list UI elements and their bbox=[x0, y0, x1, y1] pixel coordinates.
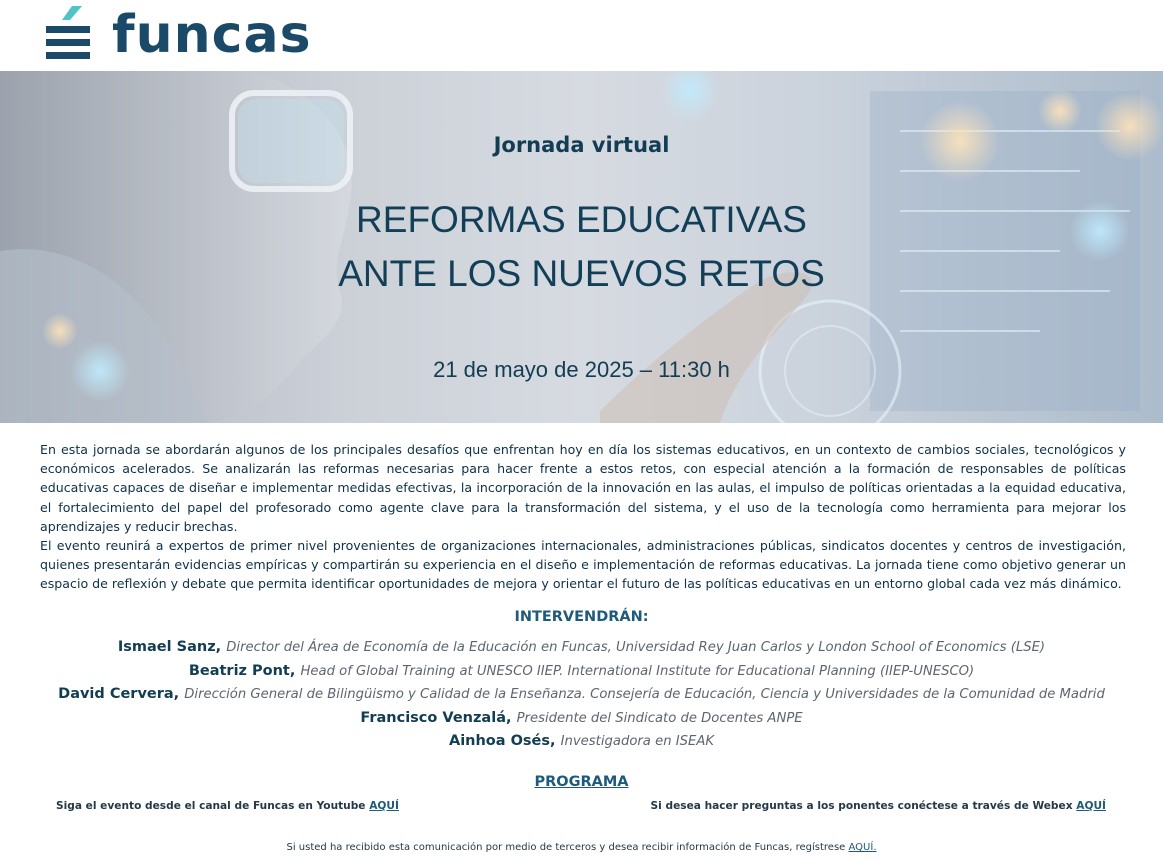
speaker-role: Investigadora en ISEAK bbox=[560, 734, 715, 749]
youtube-follow-text: Siga el evento desde el canal de Funcas en Youtube bbox=[56, 800, 366, 812]
speaker-item bbox=[0, 705, 1163, 729]
speaker-name: Francisco Venzalá, bbox=[360, 709, 512, 726]
speakers-heading: INTERVENDRÁN: bbox=[514, 609, 649, 625]
programa-link[interactable]: PROGRAMA bbox=[534, 774, 629, 790]
funcas-logo[interactable] bbox=[46, 5, 312, 65]
funcas-logo-mark-icon bbox=[46, 6, 90, 62]
webex-link[interactable]: AQUÍ bbox=[1076, 800, 1106, 812]
webex-follow bbox=[651, 800, 1106, 812]
event-description bbox=[40, 440, 1126, 594]
logo-wordmark: funcas bbox=[112, 5, 312, 65]
speaker-item bbox=[0, 634, 1163, 658]
youtube-link[interactable]: AQUÍ bbox=[369, 800, 399, 812]
speaker-name: Ismael Sanz, bbox=[117, 639, 222, 655]
speaker-role: Dirección General de Bilingüismo y Calidad de la Enseñanza. Consejería de Educación, Ciencia y Universidades de la Comunidad de Madrid bbox=[184, 687, 1105, 702]
speaker-item bbox=[0, 658, 1163, 682]
header bbox=[0, 0, 1163, 71]
youtube-follow bbox=[56, 800, 399, 812]
event-title-line-2: ANTE LOS NUEVOS RETOS bbox=[338, 253, 825, 294]
speaker-name: Ainhoa Osés, bbox=[448, 733, 556, 749]
description-paragraph-1: En esta jornada se abordarán algunos de los principales desafíos que enfrentan hoy en día los sistemas educativos, en un contexto de cambios sociales, tecnológicos y económicos acelerados. Se analizarán las reformas necesarias para hacer frente a estos retos, con especial atención a la formación de responsables de políticas educativas capaces de diseñar e implementar medidas efectivas, la incorporación de la innovación en las aulas, el impulso de políticas orientadas a la equidad educativa, el fortalecimiento del papel del profesorado como agente clave para la transformación del sistema, y el uso de la tecnología como herramienta para mejorar los aprendizajes y reducir brechas. bbox=[40, 442, 1126, 534]
footer-register bbox=[0, 842, 1163, 853]
speaker-item bbox=[0, 728, 1163, 752]
webex-follow-text: Si desea hacer preguntas a los ponentes conéctese a través de Webex bbox=[650, 800, 1073, 812]
hero-banner bbox=[0, 71, 1163, 423]
event-date: 21 de mayo de 2025 – 11:30 h bbox=[433, 357, 730, 382]
event-type: Jornada virtual bbox=[493, 133, 670, 157]
register-link[interactable]: AQUÍ. bbox=[848, 842, 877, 853]
speaker-role: Director del Área de Economía de la Educación en Funcas, Universidad Rey Juan Carlos y London School of Economics (LSE) bbox=[226, 640, 1046, 655]
speaker-item bbox=[0, 681, 1163, 705]
description-paragraph-2: El evento reunirá a expertos de primer nivel provenientes de organizaciones internacionales, administraciones públicas, sindicatos docentes y centros de investigación, quienes presentarán evidencias empíricas y compartirán su experiencia en el diseño e implementación de reformas educativas. La jornada tiene como objetivo generar un espacio de reflexión y debate que permita identificar oportunidades de mejora y orientar el futuro de las políticas educativas en un entorno global cada vez más dinámico. bbox=[40, 538, 1126, 592]
speaker-role: Head of Global Training at UNESCO IIEP. International Institute for Educational Planning (IIEP-UNESCO) bbox=[300, 663, 975, 679]
speaker-name: Beatriz Pont, bbox=[188, 662, 296, 679]
speaker-role: Presidente del Sindicato de Docentes ANPE bbox=[516, 710, 803, 726]
speakers-list bbox=[0, 634, 1163, 752]
speaker-name: David Cervera, bbox=[58, 686, 180, 702]
event-title bbox=[0, 193, 1163, 301]
footer-text: Si usted ha recibido esta comunicación por medio de terceros y desea recibir información de Funcas, regístrese bbox=[286, 842, 846, 853]
programa-section bbox=[0, 771, 1163, 790]
event-title-line-1: REFORMAS EDUCATIVAS bbox=[356, 199, 807, 240]
